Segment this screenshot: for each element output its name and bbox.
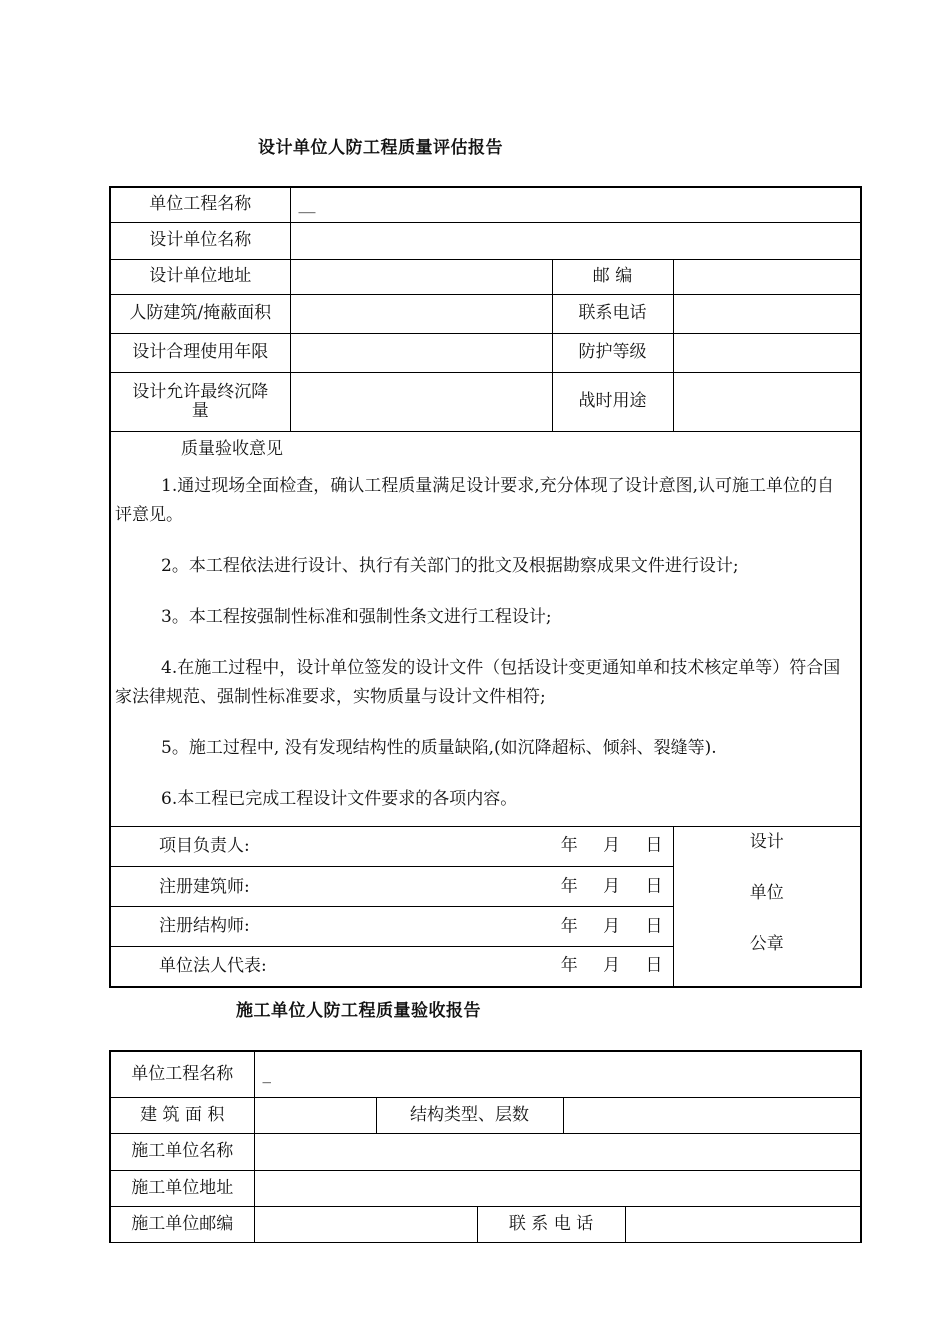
- signature-role: 单位法人代表:: [159, 955, 267, 976]
- settlement-value[interactable]: [290, 372, 552, 431]
- construction-contact-phone-label: 联 系 电 话: [477, 1206, 625, 1242]
- design-report-table: [109, 186, 862, 988]
- signature-project-leader[interactable]: [110, 826, 673, 867]
- signature-date: 年 月 日: [560, 955, 663, 976]
- protection-level-value[interactable]: [673, 333, 861, 372]
- signature-role: 注册建筑师:: [159, 876, 250, 897]
- construction-unit-postal-label: 施工单位邮编: [110, 1206, 254, 1242]
- construction-unit-address-label: 施工单位地址: [110, 1170, 254, 1206]
- signature-date: 年 月 日: [560, 916, 663, 937]
- civil-defense-area-value[interactable]: [290, 294, 552, 333]
- signature-date: 年 月 日: [560, 876, 663, 897]
- construction-report-title: 施工单位人防工程质量验收报告: [236, 1001, 481, 1021]
- project-name-value[interactable]: __: [290, 187, 861, 222]
- opinion-item: 5。施工过程中, 没有发现结构性的质量缺陷,(如沉降超标、倾斜、裂缝等).: [161, 738, 717, 759]
- construction-unit-name-label: 施工单位名称: [110, 1133, 254, 1170]
- signature-role: 项目负责人:: [159, 836, 250, 857]
- wartime-use-label: 战时用途: [552, 372, 673, 431]
- design-unit-address-value[interactable]: [290, 259, 552, 294]
- postal-code-value[interactable]: [673, 259, 861, 294]
- postal-code-label: 邮 编: [552, 259, 673, 294]
- seal-line: 单位: [749, 882, 784, 903]
- settlement-label: 设计允许最终沉降 量: [110, 372, 290, 431]
- construction-contact-phone-value[interactable]: [625, 1206, 861, 1242]
- opinion-item: 2。本工程依法进行设计、执行有关部门的批文及根据勘察成果文件进行设计;: [161, 556, 739, 577]
- design-unit-seal: [673, 826, 861, 987]
- quality-opinion-heading: 质量验收意见: [181, 438, 283, 459]
- contact-phone-label: 联系电话: [552, 294, 673, 333]
- design-report-title: 设计单位人防工程质量评估报告: [258, 138, 503, 158]
- quality-opinion-cell: [110, 431, 861, 826]
- seal-line: 公章: [749, 933, 784, 954]
- construction-unit-address-value[interactable]: [254, 1170, 861, 1206]
- seal-line: 设计: [749, 831, 784, 852]
- opinion-item: 1.通过现场全面检查，确认工程质量满足设计要求,充分体现了设计意图,认可施工单位的自评意见。: [115, 476, 835, 526]
- project-name-label: 单位工程名称: [110, 187, 290, 222]
- opinion-item: 6.本工程已完成工程设计文件要求的各项内容。: [161, 789, 518, 810]
- construction-unit-name-value[interactable]: [254, 1133, 861, 1170]
- building-area-label: 建 筑 面 积: [110, 1097, 254, 1133]
- civil-defense-area-label: 人防建筑/掩蔽面积: [110, 294, 290, 333]
- design-unit-name-value[interactable]: [290, 222, 861, 259]
- signature-registered-architect[interactable]: [110, 867, 673, 907]
- signature-structural-engineer[interactable]: [110, 907, 673, 947]
- construction-unit-postal-value[interactable]: [254, 1206, 477, 1242]
- opinion-item: 4.在施工过程中，设计单位签发的设计文件（包括设计变更通知单和技术核定单等）符合国家法律规范、强制性标准要求，实物质量与设计文件相符;: [115, 658, 841, 708]
- signature-legal-representative[interactable]: [110, 947, 673, 987]
- building-area-value[interactable]: [254, 1097, 376, 1133]
- protection-level-label: 防护等级: [552, 333, 673, 372]
- opinion-item: 3。本工程按强制性标准和强制性条文进行工程设计;: [161, 607, 552, 628]
- construction-report-table: [109, 1050, 862, 1243]
- signature-role: 注册结构师:: [159, 916, 250, 937]
- construction-project-name-value[interactable]: _: [254, 1051, 861, 1097]
- structure-type-label: 结构类型、层数: [376, 1097, 563, 1133]
- service-life-label: 设计合理使用年限: [110, 333, 290, 372]
- structure-type-value[interactable]: [563, 1097, 861, 1133]
- wartime-use-value[interactable]: [673, 372, 861, 431]
- contact-phone-value[interactable]: [673, 294, 861, 333]
- signature-date: 年 月 日: [560, 836, 663, 857]
- design-unit-address-label: 设计单位地址: [110, 259, 290, 294]
- design-unit-name-label: 设计单位名称: [110, 222, 290, 259]
- construction-project-name-label: 单位工程名称: [110, 1051, 254, 1097]
- service-life-value[interactable]: [290, 333, 552, 372]
